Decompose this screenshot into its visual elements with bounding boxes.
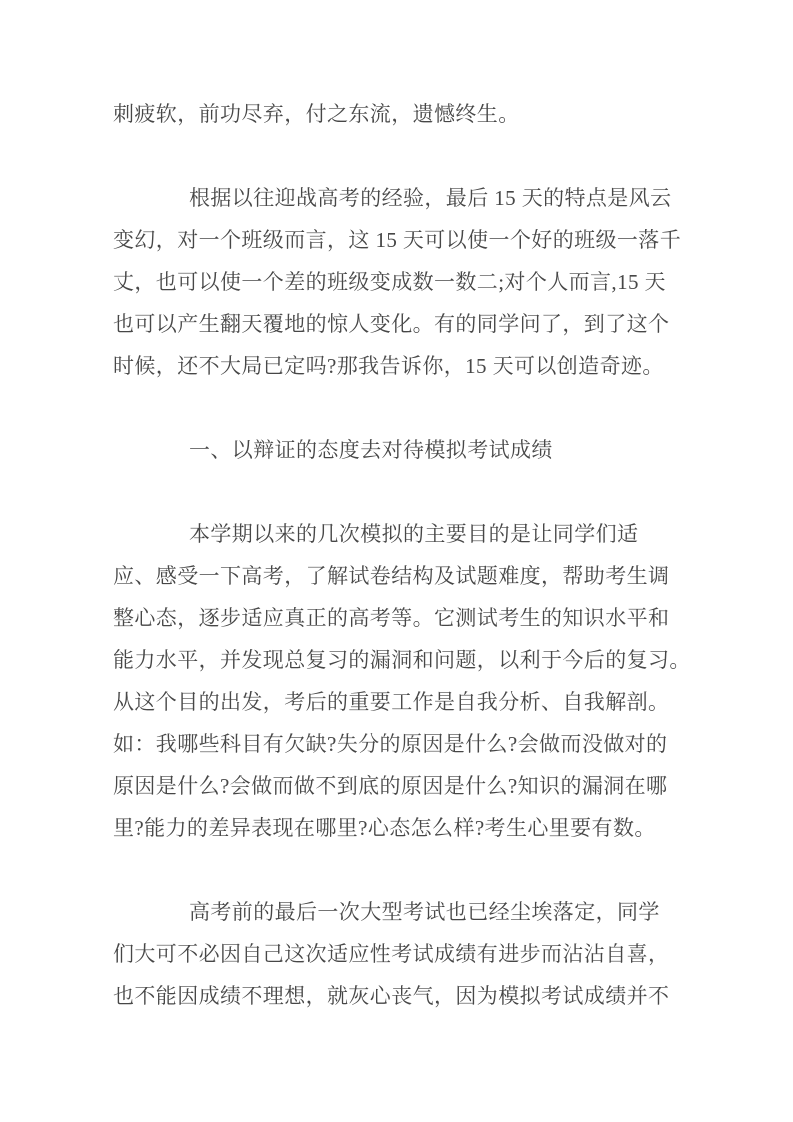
text-line: 也不能因成绩不理想，就灰心丧气，因为模拟考试成绩并不 bbox=[113, 984, 670, 1008]
text-line: 刺疲软，前功尽弃，付之东流，遗憾终生。 bbox=[113, 102, 520, 126]
paragraph-last-mock-exam bbox=[113, 891, 682, 1017]
text-line: 变幻，对一个班级而言，这 15 天可以使一个好的班级一落千 bbox=[113, 228, 682, 252]
section-heading bbox=[113, 429, 682, 471]
text-line: 时候，还不大局已定吗?那我告诉你，15 天可以创造奇迹。 bbox=[113, 354, 664, 378]
paragraph-exam-experience bbox=[113, 177, 682, 387]
text-line: 如：我哪些科目有欠缺?失分的原因是什么?会做而没做对的 bbox=[113, 732, 668, 756]
text-line: 丈，也可以使一个差的班级变成数一数二;对个人而言,15 天 bbox=[113, 270, 666, 294]
text-line: 们大可不必因自己这次适应性考试成绩有进步而沾沾自喜， bbox=[113, 942, 670, 966]
paragraph-mock-exam-purpose bbox=[113, 513, 691, 849]
text-line: 本学期以来的几次模拟的主要目的是让同学们适 bbox=[189, 522, 639, 546]
text-line: 根据以往迎战高考的经验，最后 15 天的特点是风云 bbox=[189, 186, 672, 210]
text-line: 能力水平，并发现总复习的漏洞和问题，以利于今后的复习。 bbox=[113, 648, 691, 672]
text-line: 也可以产生翻天覆地的惊人变化。有的同学问了，到了这个 bbox=[113, 312, 670, 336]
text-line: 原因是什么?会做而做不到底的原因是什么?知识的漏洞在哪 bbox=[113, 774, 668, 798]
text-line: 应、感受一下高考，了解试卷结构及试题难度，帮助考生调 bbox=[113, 564, 670, 588]
paragraph-continuation bbox=[113, 93, 682, 135]
text-line: 整心态，逐步适应真正的高考等。它测试考生的知识水平和 bbox=[113, 606, 670, 630]
heading-text: 一、以辩证的态度去对待模拟考试成绩 bbox=[189, 438, 553, 462]
text-line: 高考前的最后一次大型考试也已经尘埃落定，同学 bbox=[189, 900, 660, 924]
text-line: 里?能力的差异表现在哪里?心态怎么样?考生心里要有数。 bbox=[113, 816, 656, 840]
text-line: 从这个目的出发，考后的重要工作是自我分析、自我解剖。 bbox=[113, 690, 670, 714]
